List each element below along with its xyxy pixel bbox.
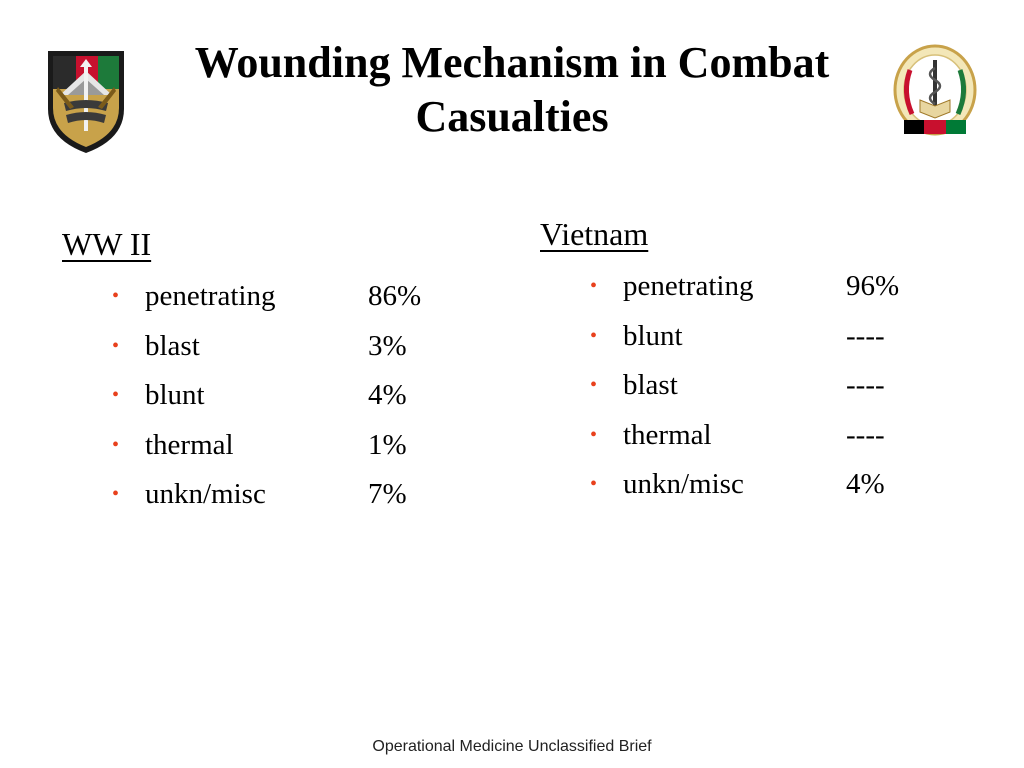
slide-footer: Operational Medicine Unclassified Brief [372,738,652,755]
mechanism-list [540,262,980,510]
mechanism-label: thermal [623,418,712,451]
mechanism-label: thermal [145,428,234,461]
column-ww2 [62,224,482,520]
column-heading: Vietnam [540,216,649,252]
mechanism-label: blast [623,369,678,401]
mechanism-label: unkn/misc [623,468,744,500]
mechanism-label: blunt [623,319,683,352]
medical-seal-icon [890,40,980,146]
mechanism-percent: 7% [368,478,407,510]
list-item [540,262,980,312]
mechanism-percent: ---- [846,369,885,401]
column-vietnam [540,214,980,510]
bullet-icon: • [112,285,120,307]
bullet-icon: • [112,384,120,406]
bullet-icon: • [112,483,120,505]
mechanism-percent: 86% [368,280,422,312]
bullet-icon: • [112,433,120,456]
bullet-icon: • [590,473,598,495]
mechanism-percent: 1% [368,428,407,461]
military-shield-insignia-icon [44,47,128,155]
slide-title: Wounding Mechanism in Combat Casualties [194,38,830,141]
bullet-icon: • [590,423,598,446]
list-item [540,460,980,510]
bullet-icon: • [590,275,598,297]
bullet-icon: • [590,324,598,347]
mechanism-label: unkn/misc [145,478,266,510]
mechanism-label: blast [145,329,200,362]
mechanism-percent: 3% [368,329,407,362]
list-item [62,371,482,421]
list-item [62,272,482,322]
list-item [62,421,482,471]
mechanism-percent: ---- [846,418,885,451]
list-item [540,361,980,411]
column-heading: WW II [62,226,152,262]
list-item [540,312,980,362]
mechanism-percent: ---- [846,319,885,352]
mechanism-list [62,272,482,520]
mechanism-percent: 4% [846,468,885,500]
mechanism-label: blunt [145,379,205,411]
mechanism-label: penetrating [623,270,754,302]
bullet-icon: • [590,374,598,396]
mechanism-percent: 4% [368,379,407,411]
mechanism-percent: 96% [846,270,900,302]
list-item [62,470,482,520]
list-item [62,322,482,372]
bullet-icon: • [112,334,120,357]
list-item [540,411,980,461]
mechanism-label: penetrating [145,280,276,312]
